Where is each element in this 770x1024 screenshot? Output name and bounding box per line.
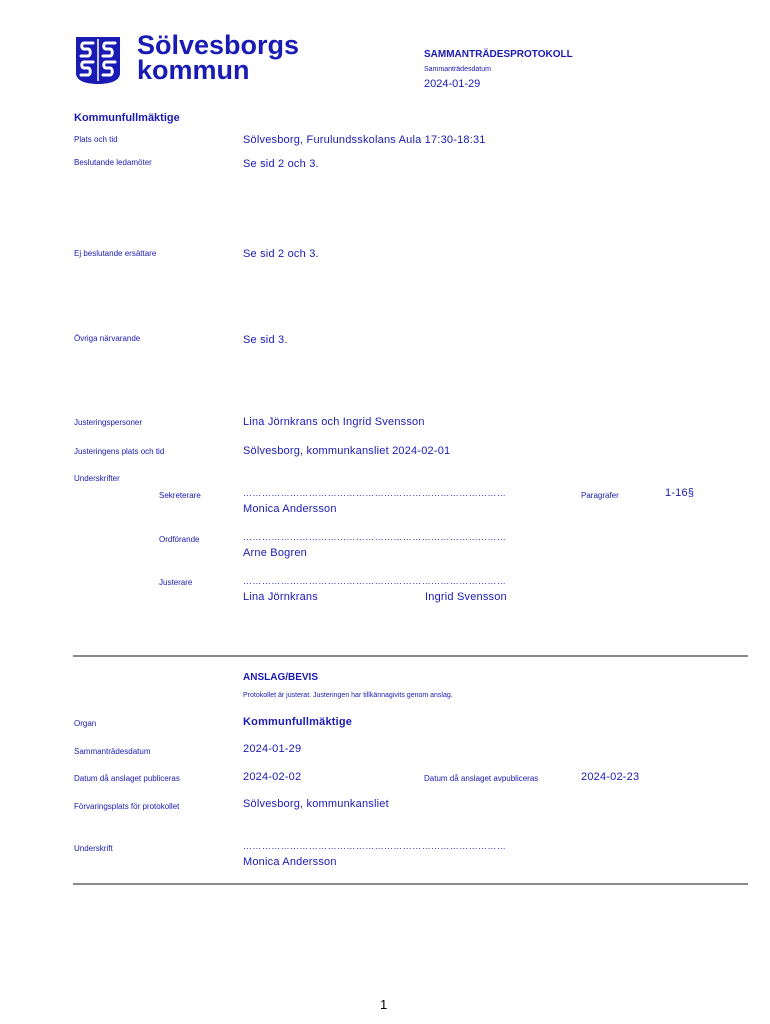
ordforande-name: Arne Bogren: [243, 547, 307, 559]
header-date-label: Sammanträdesdatum: [424, 66, 491, 73]
underskrifter-heading: Underskrifter: [74, 474, 120, 483]
municipality-logo-text: [137, 30, 300, 85]
underskrift-signature-line: …………………………………………………………………………: [243, 841, 507, 851]
justerare-label: Justerare: [159, 578, 193, 587]
divider-bottom: [73, 883, 748, 885]
publiceras-label: Datum då anslaget publiceras: [74, 774, 180, 783]
forvaring-value: Sölvesborg, kommunkansliet: [243, 798, 389, 810]
ordforande-signature-line: …………………………………………………………………………: [243, 532, 507, 542]
anslag-note: Protokollet är justerat. Justeringen har tillkännagivits genom anslag.: [243, 692, 453, 699]
paragrafer-value: 1-16§: [665, 487, 695, 499]
justering-plats-label: Justeringens plats och tid: [74, 447, 165, 456]
plats-value: Sölvesborg, Furulundsskolans Aula 17:30-18:31: [243, 134, 486, 146]
underskrift-name: Monica Andersson: [243, 856, 337, 868]
header-date-value: 2024-01-29: [424, 78, 481, 90]
justeringspersoner-label: Justeringspersoner: [74, 418, 143, 427]
paragrafer-label: Paragrafer: [581, 491, 619, 500]
page-title: Kommunfullmäktige: [74, 112, 180, 124]
justerare-name-2: Ingrid Svensson: [425, 591, 507, 603]
anslag-heading: ANSLAG/BEVIS: [243, 672, 319, 683]
ordforande-label: Ordförande: [159, 535, 200, 544]
sammantradesdatum-value: 2024-01-29: [243, 743, 302, 755]
divider-top: [73, 655, 748, 657]
ovriga-value: Se sid 3.: [243, 334, 288, 346]
justerare-name-1: Lina Jörnkrans: [243, 591, 318, 603]
municipality-logo-icon: [74, 35, 122, 85]
ersattare-label: Ej beslutande ersättare: [74, 249, 157, 258]
publiceras-value: 2024-02-02: [243, 771, 302, 783]
underskrift-label: Underskrift: [74, 844, 113, 853]
forvaring-label: Förvaringsplats för protokollet: [74, 802, 180, 811]
justering-plats-value: Sölvesborg, kommunkansliet 2024-02-01: [243, 445, 451, 457]
beslutande-label: Beslutande ledamöter: [74, 158, 152, 167]
avpubliceras-label: Datum då anslaget avpubliceras: [424, 774, 539, 783]
sekreterare-label: Sekreterare: [159, 491, 201, 500]
sammantradesdatum-label: Sammanträdesdatum: [74, 747, 151, 756]
sekreterare-name: Monica Andersson: [243, 503, 337, 515]
logo-line-1: Sölvesborgs: [137, 30, 300, 60]
plats-label: Plats och tid: [74, 135, 118, 144]
organ-value: Kommunfullmäktige: [243, 716, 353, 728]
document-type: SAMMANTRÄDESPROTOKOLL: [424, 49, 573, 60]
ersattare-value: Se sid 2 och 3.: [243, 248, 319, 260]
beslutande-value: Se sid 2 och 3.: [243, 158, 319, 170]
sekreterare-signature-line: …………………………………………………………………………: [243, 488, 507, 498]
page-number: 1: [380, 997, 388, 1012]
justerare-signature-line: …………………………………………………………………………: [243, 576, 507, 586]
logo-line-2: kommun: [137, 55, 250, 85]
justeringspersoner-value: Lina Jörnkrans och Ingrid Svensson: [243, 416, 425, 428]
ovriga-label: Övriga närvarande: [74, 334, 141, 343]
organ-label: Organ: [74, 719, 97, 728]
avpubliceras-value: 2024-02-23: [581, 771, 640, 783]
